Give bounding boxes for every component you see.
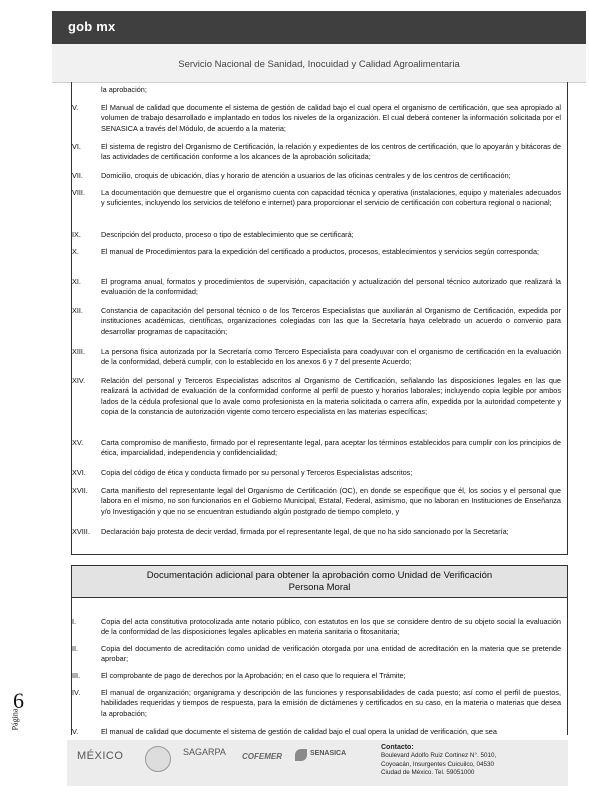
eagle-seal-icon <box>145 746 171 772</box>
item-text: El manual de calidad que documente el sistema de gestión de calidad bajo el cual opera la unidad de verificación, que sea <box>101 727 497 736</box>
item-number: V. <box>72 103 79 112</box>
senasica-logo: SENASICA <box>310 750 347 757</box>
mexico-logo: MÉXICO <box>77 750 124 762</box>
footer <box>67 740 568 786</box>
item-number: V. <box>72 727 79 736</box>
item-number: XVII. <box>72 486 88 495</box>
item-number: XI. <box>72 277 81 286</box>
item-number: VII. <box>72 171 83 180</box>
item-text: Copia del acta constitutiva protocolizada ante notario público, con estatutos en los que se considere dentro de su objeto social la evaluación de la conformidad de las disposiciones legales aplicables en materia sanitaria o fitosanitaria; <box>101 617 561 637</box>
senasica-leaf-icon <box>295 749 307 761</box>
contact-title: Contacto: <box>381 744 414 751</box>
item-text: El Manual de calidad que documente el sistema de gestión de calidad bajo el cual opera el organismo de certificación, que sea apropiado al volumen de trabajo desarrollado e implantado en todos los niveles de la organización. El cual deberá contener la información solicitada por el SENASICA a través del Módulo, de acuerdo a la materia; <box>101 103 561 133</box>
item-number: XVI. <box>72 468 86 477</box>
page-number-value: 6 <box>13 688 24 713</box>
item-text: Copia del documento de acreditación como unidad de verificación otorgada por una entidad de acreditación en la materia que se pretende aprobar; <box>101 644 561 664</box>
item-number: IX. <box>72 230 81 239</box>
header-bar <box>52 11 586 44</box>
requirements-box <box>71 82 568 555</box>
item-number: X. <box>72 247 79 256</box>
item-text: El manual de organización; organigrama y descripción de las funciones y responsabilidades de cada puesto; así como el perfil de puestos, habilidades requeridas y tiempos de respuesta, para la emisión de dictámenes y certificados en su caso, en la materia o materias que desea la aprobación; <box>101 688 561 718</box>
contact-line: Coyoacán, Insurgentes Cuicuilco, 04530 <box>381 760 495 768</box>
item-text: Constancia de capacitación del personal técnico o de los Terceros Especialistas que auxiliarán al Organismo de Certificación, expedida por instituciones académicas, científicas, organizaciones colegiadas con las que la Secretaría haya celebrado un acuerdo o convenio para desarrollar programas de capacitación; <box>101 306 561 336</box>
agency-bar <box>52 44 586 83</box>
item-number: VI. <box>72 142 81 151</box>
page-label: Página <box>10 708 20 731</box>
sagarpa-logo: SAGARPA <box>183 747 226 757</box>
item-text: El programa anual, formatos y procedimientos de supervisión, capacitación y actualización del personal técnico autorizado que realizará la evaluación de la conformidad; <box>101 277 561 297</box>
item-number: I. <box>72 617 77 626</box>
section-title-line1: Documentación adicional para obtener la aprobación como Unidad de Verificación <box>146 570 493 581</box>
item-number: III. <box>72 671 81 680</box>
contact-info <box>381 744 496 778</box>
cofemer-logo: COFEMER <box>242 752 282 761</box>
item-number: VIII. <box>72 188 85 197</box>
item-text: La documentación que demuestre que el organismo cuenta con capacidad técnica y operativa (instalaciones, equipo y materiales adecuados y suficientes, incluyendo los servicios de teléfono e internet) para proporcionar el servicio de certificación con cobertura regional o nacional; <box>101 188 561 208</box>
item-number: XV. <box>72 438 84 447</box>
item-text: La persona física autorizada por la Secretaría como Tercero Especialista para coadyuvar con el organismo de certificación en la evaluación de la conformidad, deberá cumplir, con lo establecido en los anexos 6 y 7 del presente Acuerdo; <box>101 347 561 367</box>
section-title-line2: Persona Moral <box>288 582 351 593</box>
item-text: Relación del personal y Terceros Especialistas adscritos al Organismo de Certificación, señalando las disposiciones legales en las que realizará la actividad de evaluación de la conformidad conforme al perfil de puesto y horarios laborales; incluyendo copia legible por ambos lados de la cédula profesional que lo avale como profesionista en la materia solicitada o carrera afín, expedida por la autoridad competente y copia de la constancia de autorización vigente como tercero especialista en las materias específicas; <box>101 376 561 416</box>
item-text: El manual de Procedimientos para la expedición del certificado a productos, procesos, establecimientos y servicios según corresponda; <box>101 247 540 256</box>
section-title <box>72 566 567 598</box>
item-number: XII. <box>72 306 83 315</box>
contact-line: Ciudad de México. Tel. 59051000 <box>381 769 475 777</box>
item-number: XIV. <box>72 376 86 385</box>
item-text: El sistema de registro del Organismo de Certificación, la relación y expedientes de los centros de certificación, que lo apoyarán y bitácoras de las actividades de certificación conforme a los alcances de la aprobación solicitada; <box>101 142 561 162</box>
item-text: El comprobante de pago de derechos por la Aprobación; en el caso que lo requiera el Trámite; <box>101 671 406 680</box>
item-number: IV. <box>72 688 81 697</box>
item-text: Declaración bajo protesta de decir verdad, firmada por el representante legal, de que no ha sido sancionado por la Secretaría; <box>101 527 509 536</box>
gob-mx-logo[interactable]: gob mx <box>68 19 116 34</box>
item-number: II. <box>72 644 79 653</box>
item-text: Copia del código de ética y conducta firmado por su personal y Terceros Especialistas adscritos; <box>101 468 413 477</box>
agency-name: Servicio Nacional de Sanidad, Inocuidad y Calidad Agroalimentaria <box>178 59 460 70</box>
item-text: Domicilio, croquis de ubicación, días y horario de atención a usuarios de las oficinas centrales y de los centros de certificación; <box>101 171 511 180</box>
unidad-verificacion-box <box>71 565 568 735</box>
item-text: Carta compromiso de manifiesto, firmado por el representante legal, para aceptar los términos establecidos para cumplir con los principios de ética, imparcialidad, independencia y confidencialidad; <box>101 438 561 458</box>
item-number: XIII. <box>72 347 85 356</box>
item-text: Descripción del producto, proceso o tipo de establecimiento que se certificará; <box>101 230 354 239</box>
item-number: XVIII. <box>72 527 90 536</box>
continuation-text: la aprobación; <box>101 85 147 94</box>
item-text: Carta manifiesto del representante legal del Organismo de Certificación (OC), en donde se especifique que él, los socios y el personal que labora en el mismo, no son funcionarios en el Gobierno Municipal, Estatal, Federal, asimismo, que no laboran en Instituciones de Enseñanza y/o Investigación y que no se encuentran estudiando algún postgrado de tiempo completo, y <box>101 486 561 516</box>
page-number <box>10 688 30 740</box>
contact-line: Boulevard Adolfo Ruiz Cortinez N°. 5010, <box>381 752 497 760</box>
